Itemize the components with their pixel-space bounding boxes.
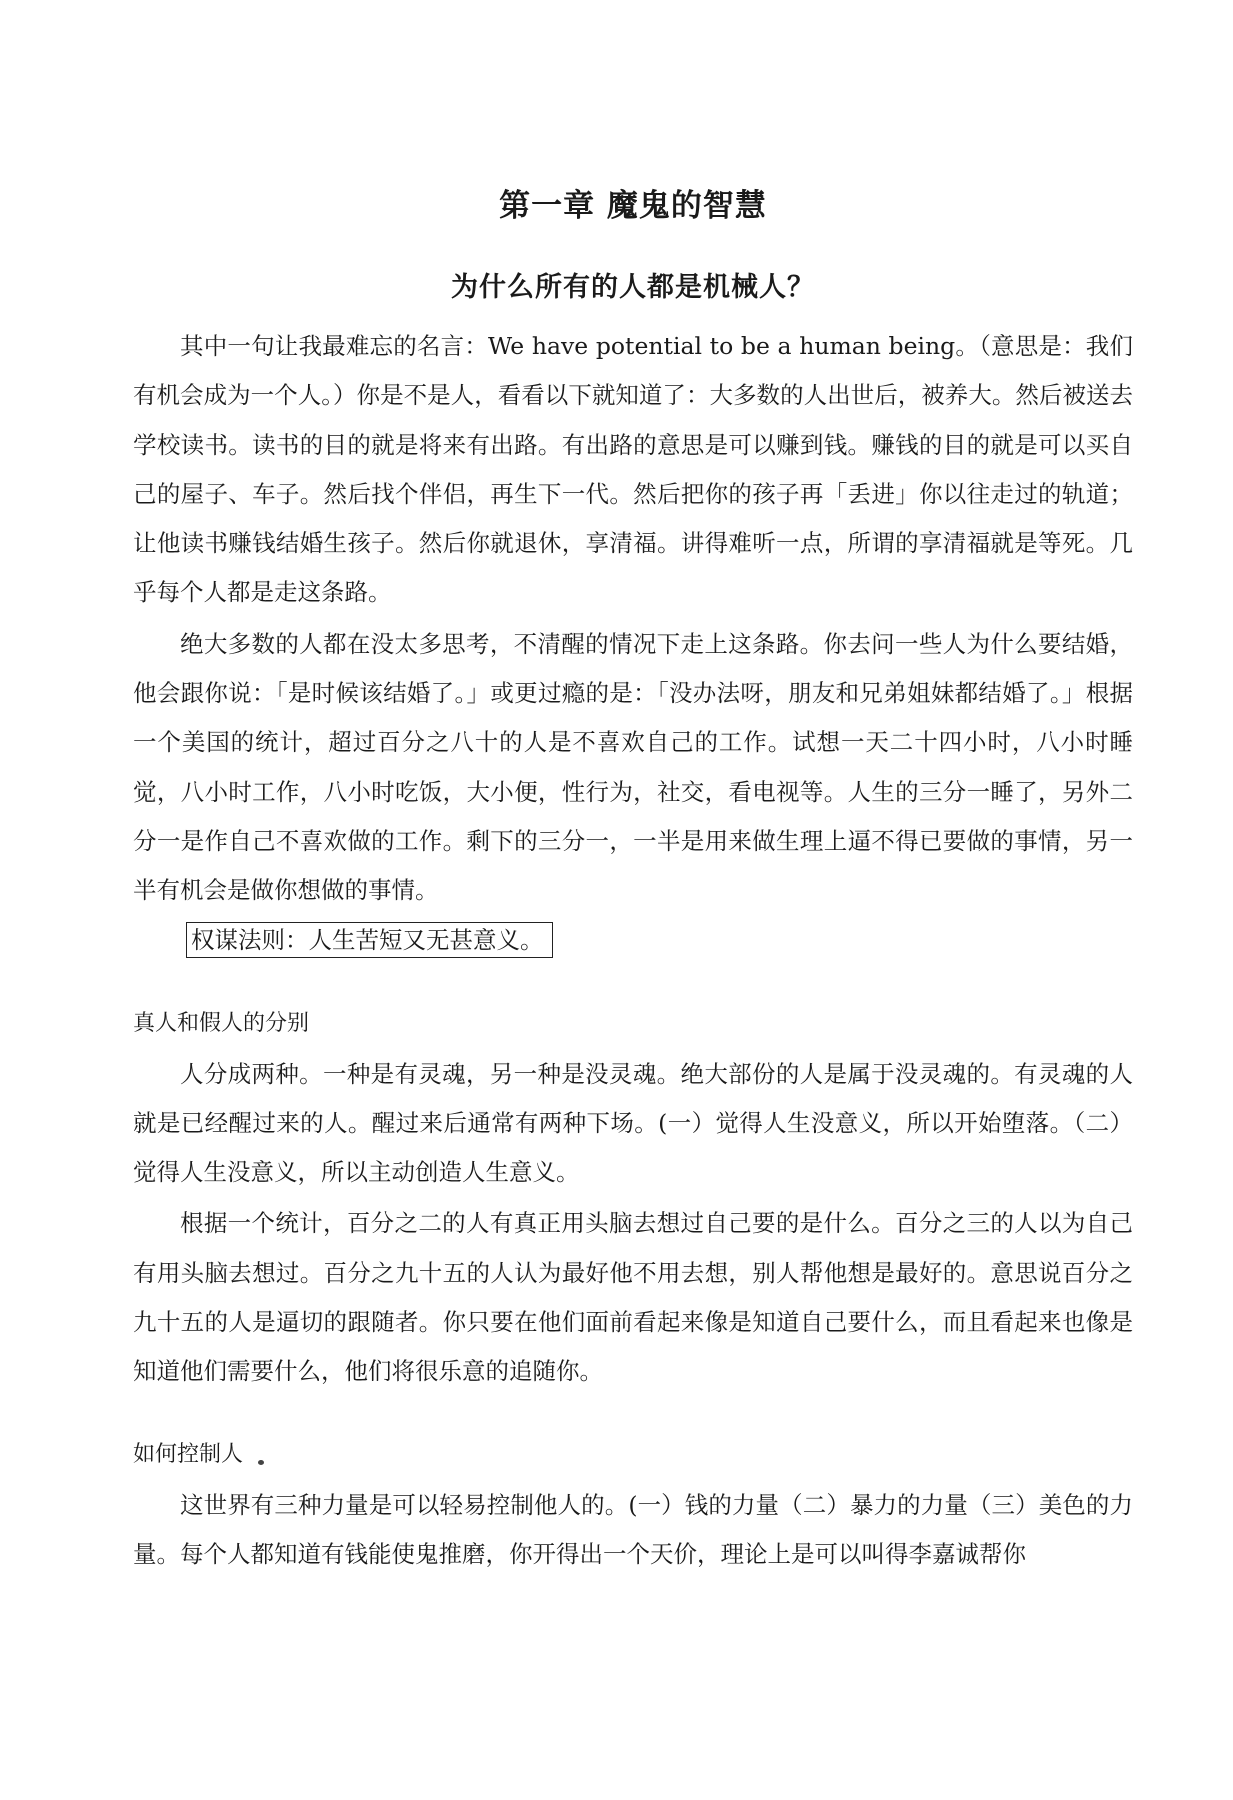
paragraph: 人分成两种。一种是有灵魂，另一种是没灵魂。绝大部份的人是属于没灵魂的。有灵魂的人就是已经醒过来的人。醒过来后通常有两种下场。(一）觉得人生没意义，所以开始堕落。（二）觉得人生没意义，所以主动创造人生意义。 <box>133 1059 1133 1187</box>
subheading: 真人和假人的分别 <box>133 1010 310 1036</box>
paragraph: 根据一个统计，百分之二的人有真正用头脑去想过自己要的是什么。百分之三的人以为自己有用头脑去想过。百分之九十五的人认为最好他不用去想，别人帮他想是最好的。意思说百分之九十五的人是逼切的跟随者。你只要在他们面前看起来像是知道自己要什么，而且看起来也像是知道他们需要什么，他们将很乐意的追随你。 <box>133 1209 1133 1386</box>
paragraph: 这世界有三种力量是可以轻易控制他人的。(一）钱的力量（二）暴力的力量（三）美色的力量。每个人都知道有钱能使鬼推磨，你开得出一个天价，理论上是可以叫得李嘉诚帮你 <box>133 1490 1133 1568</box>
subheading: 如何控制人 <box>133 1441 244 1467</box>
section-title: 为什么所有的人都是机械人？ <box>451 272 815 303</box>
chapter-title: 第一章 魔鬼的智慧 <box>499 188 767 224</box>
paragraph: 其中一句让我最难忘的名言：We have potential to be a human being。（意思是：我们有机会成为一个人。）你是不是人，看看以下就知道了：大多数的人出世后，被养大。然后被送去学校读书。读书的目的就是将来有出路。有出路的意思是可以赚到钱。赚钱的目的就是可以买自己的屋子、车子。然后找个伴侣，再生下一代。然后把你的孩子再「丢进」你以往走过的轨道；让他读书赚钱结婚生孩子。然后你就退休，享清福。讲得难听一点，所谓的享清福就是等死。几乎每个人都是走这条路。 <box>133 332 1133 607</box>
book-page <box>133 180 1133 1581</box>
rule-box-wrapper <box>133 922 1133 968</box>
rule-box: 权谋法则：人生苦短又无甚意义。 <box>186 922 553 958</box>
paragraph: 绝大多数的人都在没太多思考，不清醒的情况下走上这条路。你去问一些人为什么要结婚，他会跟你说：「是时候该结婚了。」或更过瘾的是：「没办法呀，朋友和兄弟姐妹都结婚了。」根据一个美国的统计，超过百分之八十的人是不喜欢自己的工作。试想一天二十四小时，八小时睡觉，八小时工作，八小时吃饭，大小便，性行为，社交，看电视等。人生的三分一睡了，另外二分一是作自己不喜欢做的工作。剩下的三分一，一半是用来做生理上逼不得已要做的事情，另一半有机会是做你想做的事情。 <box>133 629 1133 905</box>
scan-speck <box>258 1460 264 1465</box>
